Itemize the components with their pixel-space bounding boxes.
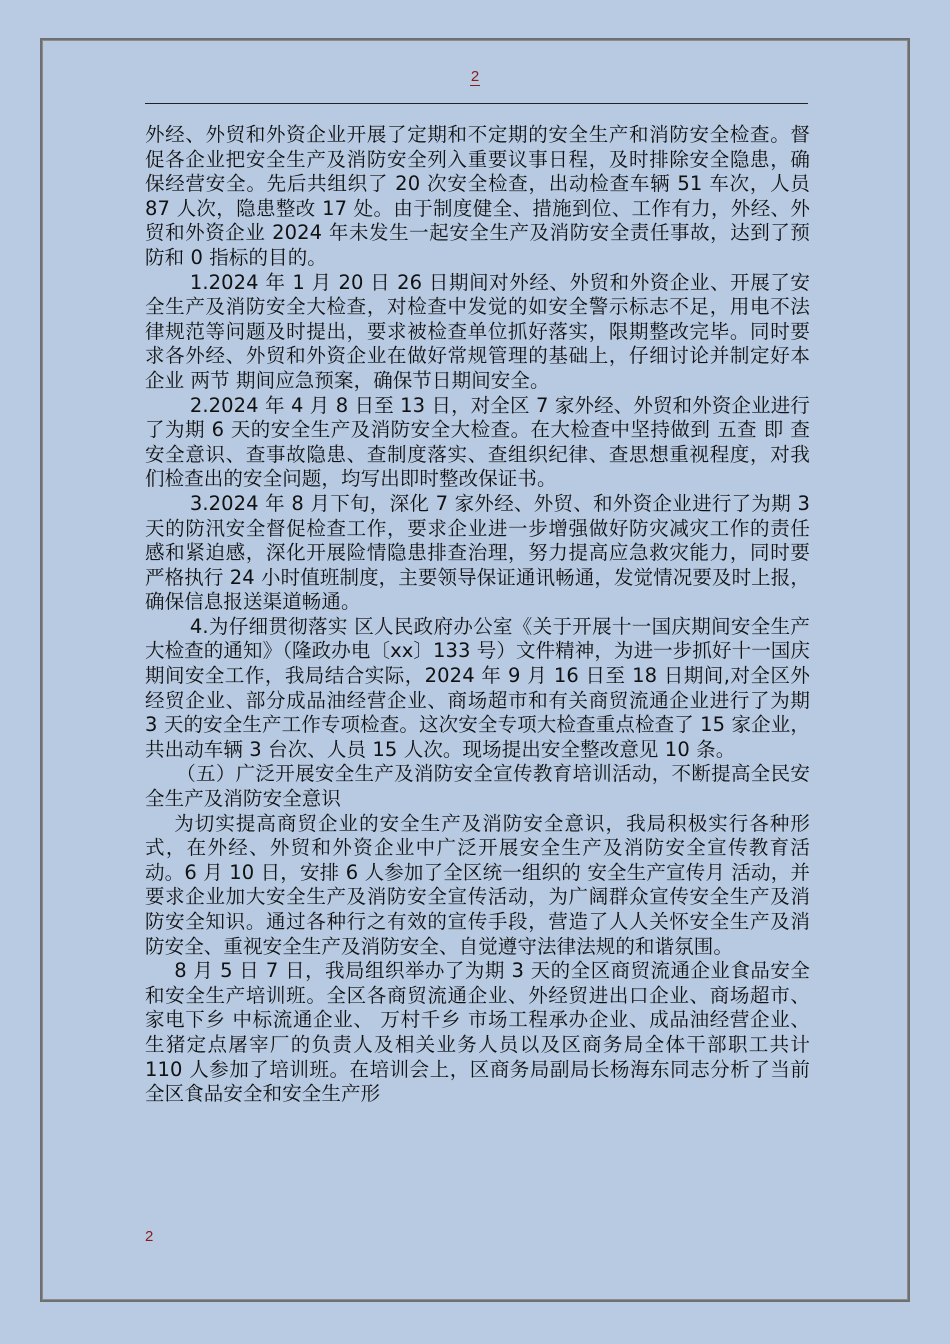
paragraph-publicity: 为切实提高商贸企业的安全生产及消防安全意识，我局积极实行各种形式，在外经、外贸和外资企业中广泛开展安全生产及消防安全宣传教育活动。6 月 10 日，安排 6 人参加了全区统一组织的 安全生产宣传月 活动，并要求企业加大安全生产及消防安全宣传活动，为广阔群众宣传安全生产及消防安全知识。通过各种行之有效的宣传手段，营造了人人关怀安全生产及消防安全、重视安全生产及消防安全、自觉遵守法律法规的和谐氛围。 [145,811,810,958]
paragraph-item-4: 4.为仔细贯彻落实 区人民政府办公室《关于开展十一国庆期间安全生产大检查的通知》（隆政办电〔xx〕133 号）文件精神，为进一步抓好十一国庆期间安全工作，我局结合实际，2024 年 9 月 16 日至 18 日期间,对全区外经贸企业、部分成品油经营企业、商场超市和有关商贸流通企业进行了为期 3 天的安全生产工作专项检查。这次安全专项大检查重点检查了 15 家企业，共出动车辆 3 台次、人员 15 人次。现场提出安全整改意见 10 条。 [145,614,810,761]
paragraph-item-1: 1.2024 年 1 月 20 日 26 日期间对外经、外贸和外资企业、开展了安全生产及消防安全大检查，对检查中发觉的如安全警示标志不足，用电不法律规范等问题及时提出，要求被检查单位抓好落实，限期整改完毕。同时要求各外经、外贸和外资企业在做好常规管理的基础上，仔细讨论并制定好本企业 两节 期间应急预案，确保节日期间安全。 [145,270,810,392]
footer-page-number: 2 [145,1228,154,1245]
header-page-number: 2 [470,68,480,85]
document-body [145,123,810,1107]
document-page [40,38,910,1302]
paragraph-item-2: 2.2024 年 4 月 8 日至 13 日，对全区 7 家外经、外贸和外资企业进行了为期 6 天的安全生产及消防安全大检查。在大检查中坚持做到 五查 即 查安全意识、查事故隐患、查制度落实、查组织纪律、查思想重视程度，对我们检查出的安全问题，均写出即时整改保证书。 [145,393,810,491]
header-rule [145,103,808,104]
paragraph-training: 8 月 5 日 7 日，我局组织举办了为期 3 天的全区商贸流通企业食品安全和安全生产培训班。全区各商贸流通企业、外经贸进出口企业、商场超市、 家电下乡 中标流通企业、 万村千乡 市场工程承办企业、成品油经营企业、生猪定点屠宰厂的负责人及相关业务人员以及区商务局全体干部职工共计 110 人参加了培训班。在培训会上，区商务局副局长杨海东同志分析了当前全区食品安全和安全生产形 [145,959,810,1106]
paragraph-item-3: 3.2024 年 8 月下旬，深化 7 家外经、外贸、和外资企业进行了为期 3 天的防汛安全督促检查工作，要求企业进一步增强做好防灾减灾工作的责任感和紧迫感，深化开展险情隐患排查治理，努力提高应急救灾能力，同时要严格执行 24 小时值班制度，主要领导保证通讯畅通，发觉情况要及时上报，确保信息报送渠道畅通。 [145,491,810,614]
section-heading-5: （五）广泛开展安全生产及消防安全宣传教育培训活动，不断提高全民安全生产及消防安全意识 [145,762,810,811]
paragraph-intro: 外经、外贸和外资企业开展了定期和不定期的安全生产和消防安全检查。督促各企业把安全生产及消防安全列入重要议事日程，及时排除安全隐患，确保经营安全。先后共组织了 20 次安全检查，出动检查车辆 51 车次，人员 87 人次，隐患整改 17 处。由于制度健全、措施到位、工作有力，外经、外贸和外资企业 2024 年未发生一起安全生产及消防安全责任事故，达到了预防和 0 指标的目的。 [145,123,810,269]
